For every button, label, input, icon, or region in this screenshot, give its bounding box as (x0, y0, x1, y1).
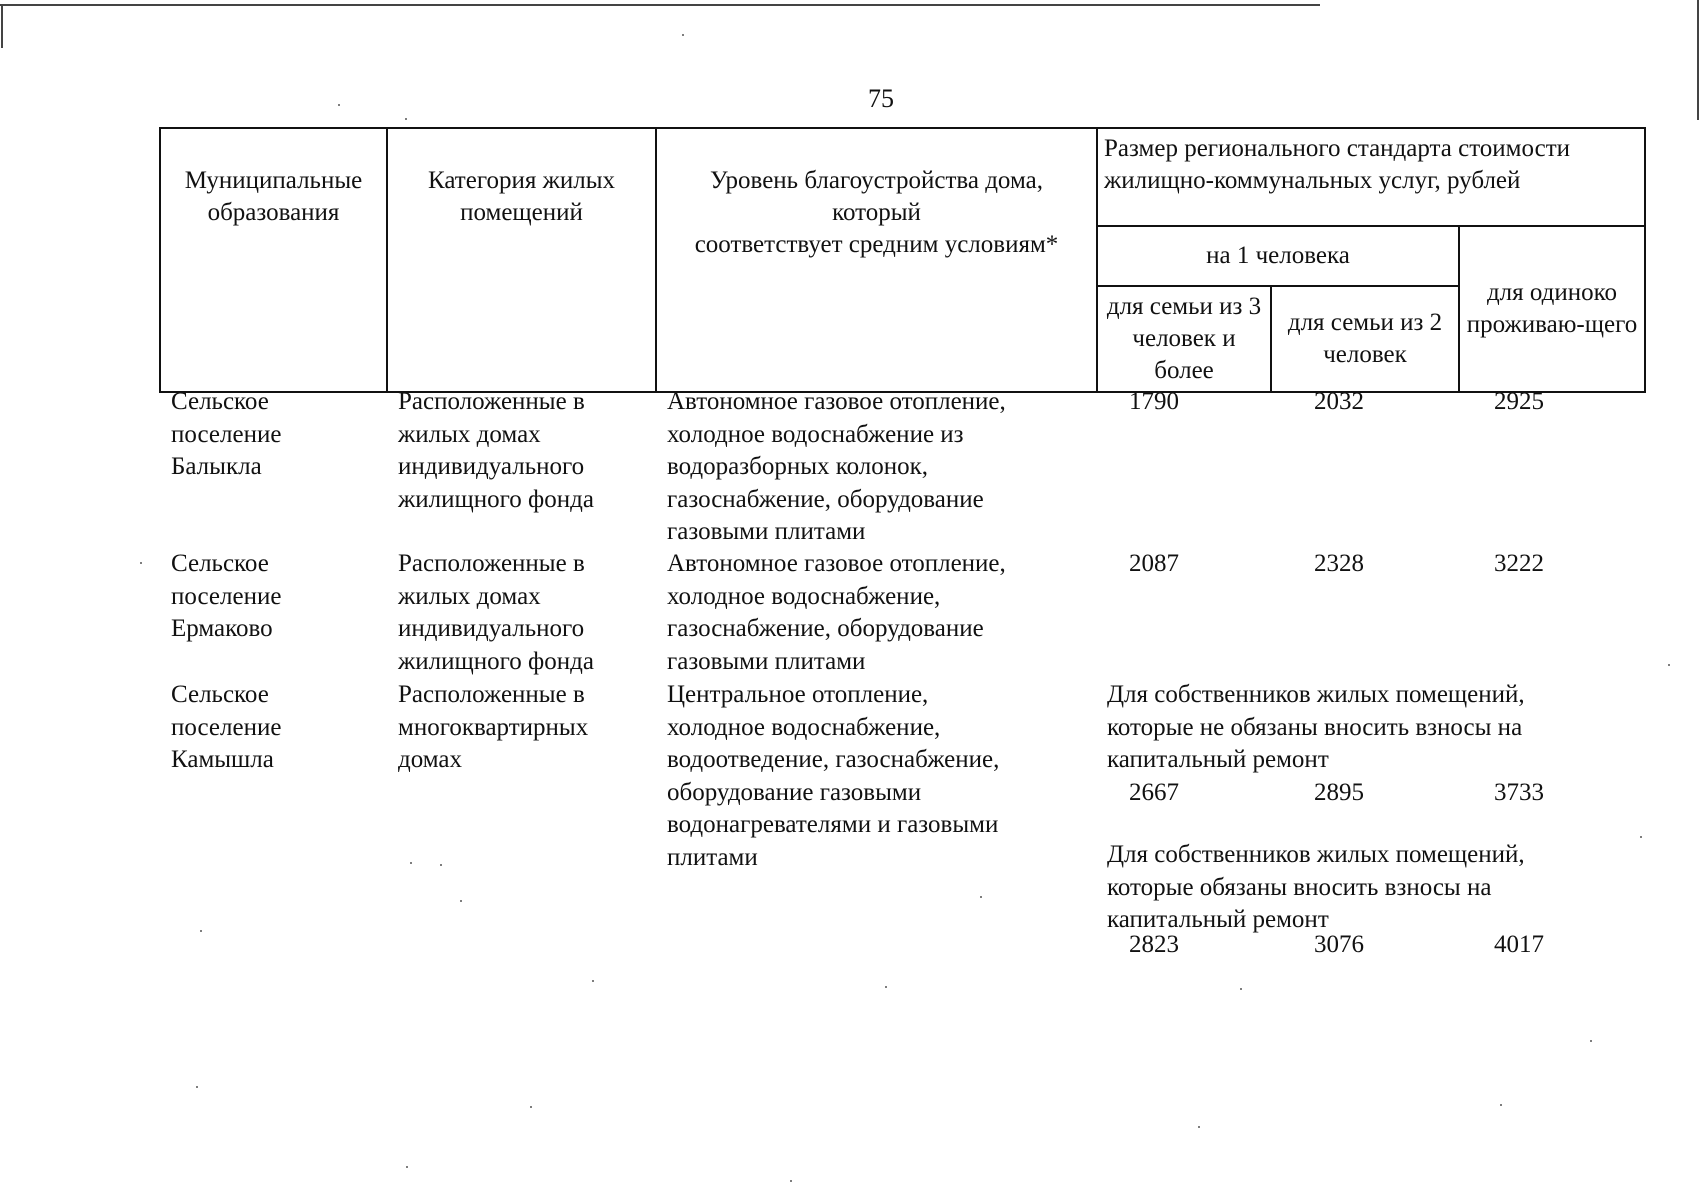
scan-speck (1590, 1040, 1592, 1042)
scan-speck (405, 118, 407, 120)
table-row (159, 679, 1644, 979)
header-category: Категория жилых помещений (387, 128, 656, 392)
table-header (159, 127, 1644, 393)
scan-edge-top (0, 4, 1320, 6)
page-number: 75 (868, 84, 894, 113)
scan-speck (885, 986, 887, 988)
header-per-person: на 1 человека (1097, 226, 1459, 286)
table-row (159, 386, 1644, 548)
scan-speck (1198, 1126, 1200, 1128)
scan-speck (440, 864, 442, 866)
scan-speck (410, 862, 412, 864)
value-family2: 2328 (1314, 550, 1364, 577)
note-no-capital-repair: Для собственников жилых помещений, которые не обязаны вносить взносы на капитальный ремонт (1107, 681, 1525, 773)
value-single: 4017 (1494, 931, 1544, 958)
header-family3: для семьи из 3 человек и более (1097, 286, 1271, 392)
scan-speck (140, 562, 142, 564)
value-single: 3733 (1494, 779, 1544, 806)
scan-speck (682, 34, 684, 36)
scan-speck (1640, 836, 1642, 838)
header-level: Уровень благоустройства дома, который соответствует средним условиям* (656, 128, 1097, 392)
scan-speck (1668, 664, 1670, 666)
header-municipality: Муниципальные образования (160, 128, 387, 392)
scan-speck (790, 1180, 792, 1182)
scan-speck (406, 1166, 408, 1168)
scan-speck (1500, 1104, 1502, 1106)
header-table (159, 127, 1646, 393)
municipality-cell: Сельское поселение Ермаково (171, 550, 282, 642)
note-capital-repair: Для собственников жилых помещений, которые обязаны вносить взносы на капитальный ремонт (1107, 841, 1525, 933)
header-single: для одиноко проживаю-щего (1459, 226, 1645, 392)
category-cell: Расположенные в жилых домах индивидуального жилищного фонда (398, 388, 594, 513)
value-family2: 2032 (1314, 388, 1364, 415)
value-family2: 2895 (1314, 779, 1364, 806)
table-body (159, 386, 1644, 979)
scan-speck (592, 980, 594, 982)
value-family3: 2667 (1129, 779, 1179, 806)
table-row (159, 548, 1644, 679)
level-cell: Автономное газовое отопление, холодное водоснабжение, газоснабжение, оборудование газовыми плитами (667, 550, 1006, 675)
level-cell: Автономное газовое отопление, холодное водоснабжение из водоразборных колонок, газоснабжение, оборудование газовыми плитами (667, 388, 1006, 545)
category-cell: Расположенные в многоквартирных домах (398, 681, 589, 773)
value-single: 3222 (1494, 550, 1544, 577)
value-single: 2925 (1494, 388, 1544, 415)
value-family3: 2823 (1129, 931, 1179, 958)
level-cell: Центральное отопление, холодное водоснабжение, водоотведение, газоснабжение, оборудование газовыми водонагревателями и газовыми плитами (667, 681, 1000, 871)
header-family2: для семьи из 2 человек (1271, 286, 1459, 392)
municipality-cell: Сельское поселение Камышла (171, 681, 282, 773)
scan-speck (980, 896, 982, 898)
value-family3: 2087 (1129, 550, 1179, 577)
header-standard: Размер регионального стандарта стоимости жилищно-коммунальных услуг, рублей (1097, 128, 1645, 226)
scan-speck (1240, 988, 1242, 990)
scan-speck (196, 1086, 198, 1088)
value-family2: 3076 (1314, 931, 1364, 958)
municipality-cell: Сельское поселение Балыкла (171, 388, 282, 480)
value-family3: 1790 (1129, 388, 1179, 415)
scan-speck (530, 1106, 532, 1108)
scan-speck (200, 930, 202, 932)
scan-edge-left (1, 4, 3, 48)
scan-speck (460, 900, 462, 902)
category-cell: Расположенные в жилых домах индивидуального жилищного фонда (398, 550, 594, 675)
scan-speck (338, 104, 340, 106)
